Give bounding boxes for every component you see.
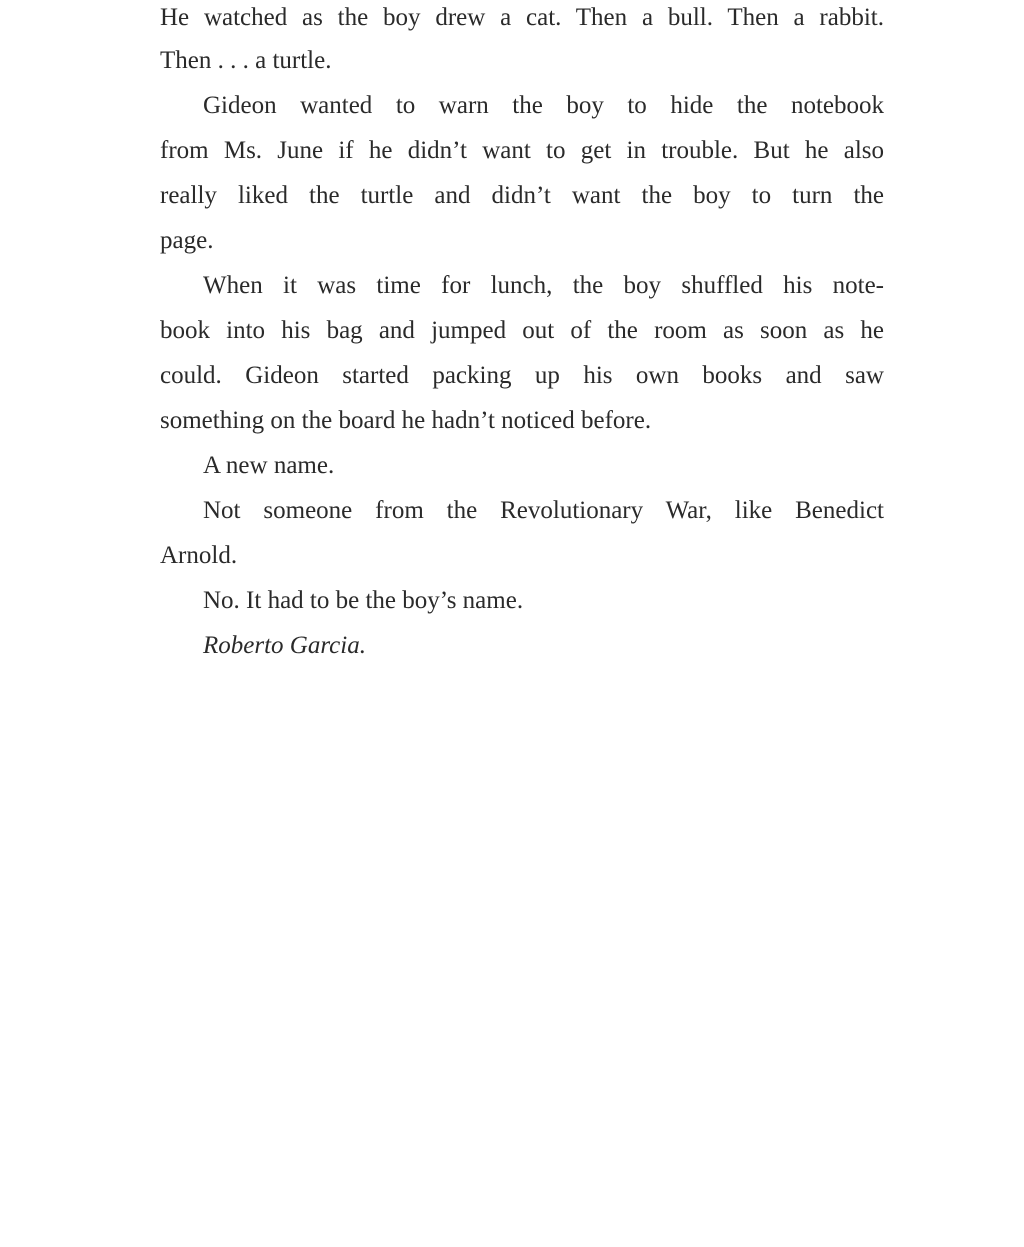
text-line: book into his bag and jumped out of the room as soon as he bbox=[160, 317, 884, 344]
text-line: Arnold. bbox=[160, 542, 238, 569]
text-line: could. Gideon started packing up his own books and saw bbox=[160, 362, 884, 389]
text-line: really liked the turtle and didn’t want the boy to turn the bbox=[160, 182, 884, 209]
paragraph-first-line: A new name. bbox=[203, 452, 335, 479]
text-line: page. bbox=[160, 227, 214, 254]
paragraph-first-line: No. It had to be the boy’s name. bbox=[203, 587, 524, 614]
text-line: something on the board he hadn’t noticed before. bbox=[160, 407, 652, 434]
paragraph-first-line: When it was time for lunch, the boy shuffled his note- bbox=[203, 272, 884, 299]
text-line: from Ms. June if he didn’t want to get in trouble. But he also bbox=[160, 137, 884, 164]
italic-name-line: Roberto Garcia. bbox=[203, 632, 366, 659]
text-line: Then . . . a turtle. bbox=[160, 47, 332, 74]
paragraph-first-line: Gideon wanted to warn the boy to hide the notebook bbox=[203, 92, 884, 119]
paragraph-first-line: Not someone from the Revolutionary War, like Benedict bbox=[203, 497, 884, 524]
text-line: He watched as the boy drew a cat. Then a bull. Then a rabbit. bbox=[160, 4, 884, 31]
